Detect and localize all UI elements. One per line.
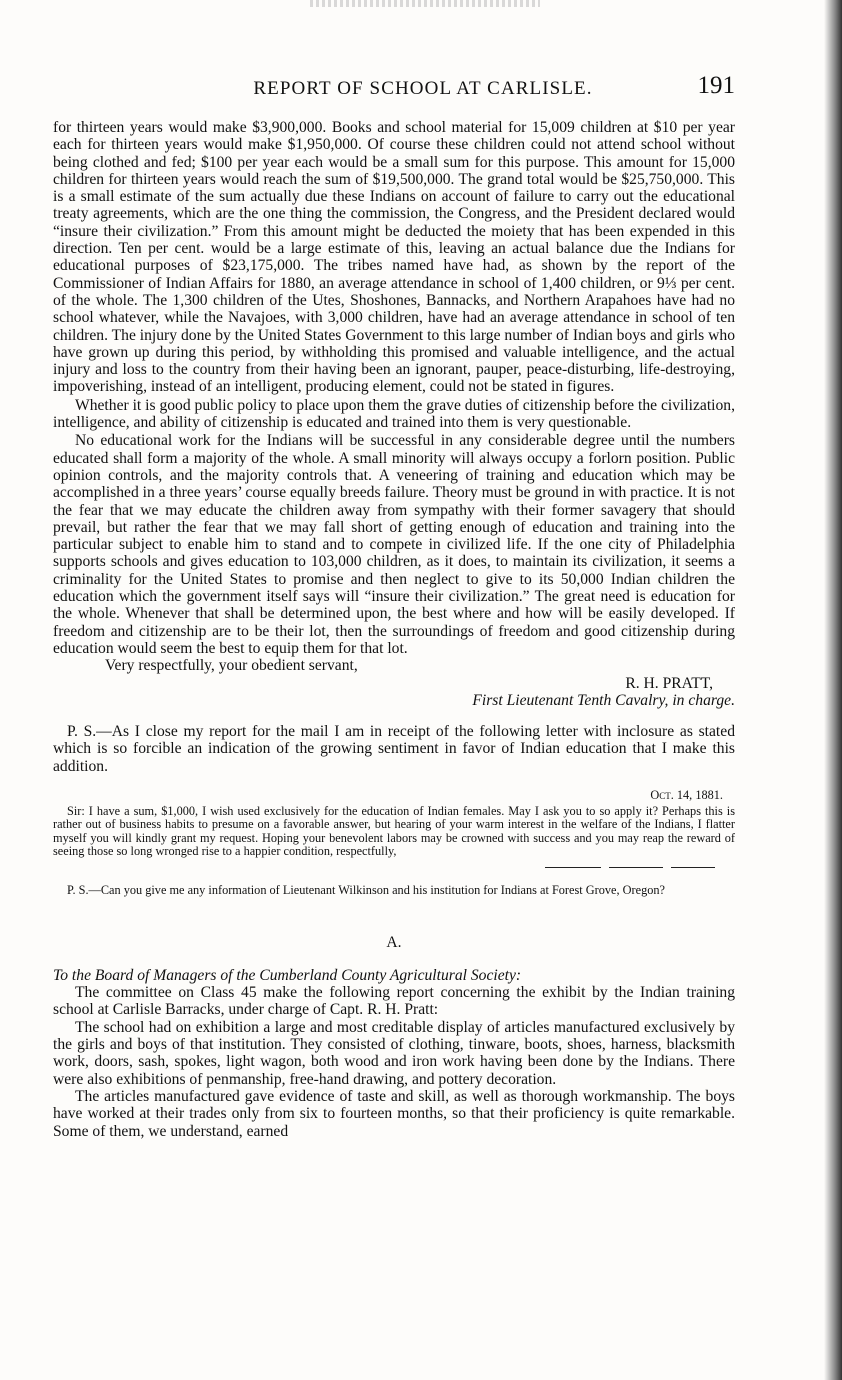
appendix-paragraph-1: The committee on Class 45 make the following report concerning the exhibit by the Indian training school at Carlisle Barracks, under charge of Capt. R. H. Pratt:: [53, 984, 735, 1019]
appendix-paragraph-3: The articles manufactured gave evidence of taste and skill, as well as thorough workmanship. The boys have worked at their trades only from six to fourteen months, so that their proficiency is quite remarkable. Some of them, we understand, earned: [53, 1087, 735, 1140]
signature-title: First Lieutenant Tenth Cavalry, in charge.: [472, 691, 735, 709]
appendix-label: A.: [386, 933, 402, 951]
scan-artifact: [310, 0, 540, 7]
closing-line: Very respectfully, your obedient servant,: [105, 657, 358, 675]
signature-name: R. H. PRATT,: [625, 674, 713, 692]
page-edge-shadow: [824, 0, 842, 1380]
appendix-salutation: To the Board of Managers of the Cumberland County Agricultural Society:: [53, 966, 522, 984]
report-postscript: P. S.—As I close my report for the mail I am in receipt of the following letter with inclosure as stated which is so forcible an indication of the growing sentiment in favor of Indian education that I make this addition.: [53, 723, 735, 775]
appendix-paragraph-2: The school had on exhibition a large and most creditable display of articles manufactured exclusively by the girls and boys of that institution. They consisted of clothing, tinware, boots, shoes, harness, blacksmith work, doors, sash, spokes, light wagon, both wood and iron work having been done by the Indians. There were also exhibitions of penmanship, free-hand drawing, and pottery decoration.: [53, 1018, 735, 1088]
letter-postscript: P. S.—Can you give me any information of Lieutenant Wilkinson and his institution for Indians at Forest Grove, Oregon?: [67, 882, 665, 897]
report-paragraph-2: Whether it is good public policy to place upon them the grave duties of citizenship before the civilization, intelligence, and ability of citizenship is educated and trained into them is very questionable.: [53, 396, 735, 432]
page-header: [53, 74, 735, 104]
letter-body: Sir: I have a sum, $1,000, I wish used exclusively for the education of Indian females. May I ask you to so apply it? Perhaps this is rather out of business habits to presume on a favorable answer, but hearing of your warm interest in the welfare of the Indians, I flatter myself you will kindly grant my request. Hoping your benevolent labors may be crowned with success and you may reap the reward of seeing those so long wronged rise to a happier condition, respectfully,: [53, 803, 735, 859]
report-paragraph-3: No educational work for the Indians will be successful in any considerable degree until the numbers educated shall form a majority of the whole. A small minority will always occupy a forlorn position. Public opinion controls, and the majority controls that. A veneering of training and education which may be accomplished in a three years’ course equally breeds failure. Theory must be ground in with practice. It is not the fear that we may educate the children away from sympathy with their former savagery that should prevail, but rather the fear that we may fall short of getting enough of education and training into the particular subject to enable him to stand and to compete in civilized life. If the one city of Philadelphia supports schools and gives education to 103,000 children, as it does, to maintain its civilization, it seems a criminality for the United States to promise and then neglect to give to its 50,000 Indian children the education which the government itself says will “insure their civilization.” The great need is education for the whole. Whenever that shall be determined upon, the best where and how will be easily developed. If freedom and citizenship are to be their lot, then the surroundings of freedom and good citizenship during education would seem the best to equip them for that lot.: [53, 432, 735, 657]
page-body: [53, 119, 735, 1140]
signature-rule: [545, 861, 715, 868]
page-number: 191: [697, 72, 735, 99]
running-title: REPORT OF SCHOOL AT CARLISLE.: [253, 78, 593, 99]
letter-date: Oct. 14, 1881.: [650, 787, 723, 802]
quoted-letter: [53, 789, 735, 898]
report-paragraph-1: for thirteen years would make $3,900,000. Books and school material for 15,009 children at $10 per year each for thirteen years would make $1,950,000. Of course these children could not attend school without being clothed and fed; $100 per year each would be a small sum for this purpose. This amount for 15,000 children for thirteen years would reach the sum of $19,500,000. The grand total would be $25,750,000. This is a small estimate of the sum actually due these Indians on account of failure to carry out the educational treaty agreements, which are the one thing the commission, the Congress, and the President declared would “insure their civilization.” From this amount might be deducted the moiety that has been expended in this direction. Ten per cent. would be a large estimate of this, leaving an actual balance due the Indians for educational purposes of $23,175,000. The tribes named have had, as shown by the report of the Commissioner of Indian Affairs for 1880, an average attendance in school of 1,400 children, or 9⅓ per cent. of the whole. The 1,300 children of the Utes, Shoshones, Bannacks, and Northern Arapahoes have had no school whatever, while the Navajoes, with 3,000 children, have had an average attendance in school of ten children. The injury done by the United States Government to this large number of Indian boys and girls who have grown up during this period, by withholding this promised and valuable intelligence, and the actual injury and loss to the country from their having been an ignorant, pauper, peace-disturbing, life-destroying, impoverishing, instead of an intelligent, producing element, could not be stated in figures.: [53, 119, 735, 396]
